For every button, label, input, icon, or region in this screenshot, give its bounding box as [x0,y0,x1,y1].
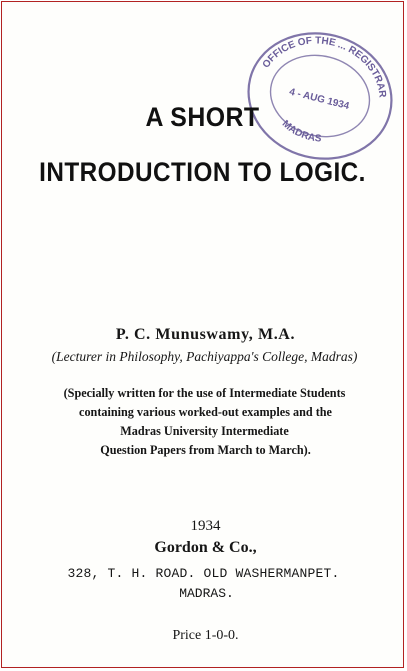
publisher-address: 328, T. H. ROAD. OLD WASHERMANPET. [67,566,340,581]
book-title-line-1: A SHORT [145,102,260,132]
description-line-4: Question Papers from March to March). [100,443,311,457]
book-price: Price 1-0-0. [172,628,239,643]
description-line-1: (Specially written for the use of Intermediate Students [63,386,346,400]
author-name: P. C. Munuswamy, M.A. [115,326,296,343]
description-line-2: containing various worked-out examples and the [79,405,332,419]
description-line-3: Madras University Intermediate [120,424,289,438]
book-title-line-2: INTRODUCTION TO LOGIC. [39,157,366,187]
publication-year: 1934 [190,518,221,534]
author-affiliation: (Lecturer in Philosophy, Pachiyappa's College, Madras) [51,349,358,364]
publisher-city: MADRAS. [179,586,234,601]
publisher-name: Gordon & Co., [154,539,257,556]
stamp-bottom-text: MADRAS [279,118,322,145]
stamp-date: 4 - AUG 1934 [288,86,351,113]
stamp-outer-text: OFFICE OF THE ... REGISTRAR [260,35,388,99]
title-page [4,4,401,665]
